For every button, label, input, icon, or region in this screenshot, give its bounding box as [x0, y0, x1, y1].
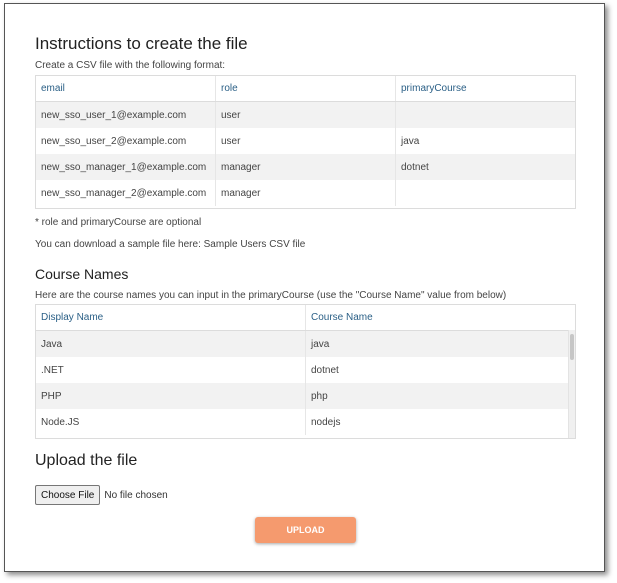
instructions-title: Instructions to create the file — [35, 34, 248, 53]
table-row[interactable] — [36, 331, 575, 357]
column-header-role[interactable]: role — [216, 76, 396, 101]
course-names-title: Course Names — [35, 266, 129, 282]
column-header-course-name[interactable]: Course Name — [311, 312, 373, 323]
cell-course-name: nodejs — [311, 416, 341, 428]
cell-display-name: .NET — [36, 357, 306, 383]
column-header-primary-course[interactable]: primaryCourse — [401, 83, 467, 94]
vertical-scrollbar[interactable] — [568, 330, 575, 438]
table-row[interactable] — [36, 154, 575, 180]
column-header-display-name[interactable]: Display Name — [36, 305, 306, 330]
cell-email: new_sso_user_2@example.com — [36, 128, 216, 154]
upload-users-card — [4, 3, 605, 572]
course-names-description: Here are the course names you can input in the primaryCourse (use the "Course Name" value from below) — [35, 290, 507, 301]
cell-primary-course — [396, 180, 575, 206]
cell-email: new_sso_manager_1@example.com — [36, 154, 216, 180]
grid-body[interactable] — [36, 331, 575, 439]
table-row[interactable] — [36, 409, 575, 435]
table-row[interactable] — [36, 102, 575, 128]
choose-file-button[interactable]: Choose File — [35, 485, 100, 505]
table-row[interactable] — [36, 357, 575, 383]
table-row[interactable] — [36, 180, 575, 206]
file-status: No file chosen — [104, 489, 168, 501]
cell-role: manager — [216, 154, 396, 180]
cell-display-name: PHP — [36, 383, 306, 409]
cell-email: new_sso_user_1@example.com — [36, 102, 216, 128]
cell-display-name: Java — [36, 331, 306, 357]
cell-primary-course — [396, 102, 575, 128]
sample-file-link[interactable]: You can download a sample file here: Sample Users CSV file — [35, 239, 306, 250]
cell-email: new_sso_manager_2@example.com — [36, 180, 216, 206]
file-input — [35, 485, 168, 505]
instructions-subtitle: Create a CSV file with the following format: — [35, 60, 226, 71]
scrollbar-thumb[interactable] — [570, 334, 574, 360]
cell-role: user — [216, 128, 396, 154]
course-names-grid — [35, 304, 576, 439]
cell-role: manager — [216, 180, 396, 206]
cell-course-name: java — [311, 338, 330, 350]
grid-header — [36, 76, 575, 102]
cell-role: user — [216, 102, 396, 128]
upload-title: Upload the file — [35, 452, 138, 469]
cell-course-name: dotnet — [311, 364, 339, 376]
optional-fields-note: * role and primaryCourse are optional — [35, 217, 202, 228]
grid-header — [36, 305, 575, 331]
cell-primary-course: dotnet — [401, 161, 429, 173]
cell-primary-course: java — [401, 135, 420, 147]
cell-display-name: Node.JS — [36, 409, 306, 435]
table-row[interactable] — [36, 383, 575, 409]
upload-button[interactable]: UPLOAD — [255, 517, 356, 543]
column-header-email[interactable]: email — [36, 76, 216, 101]
table-row[interactable] — [36, 128, 575, 154]
csv-format-grid — [35, 75, 576, 209]
cell-course-name: php — [311, 390, 328, 402]
